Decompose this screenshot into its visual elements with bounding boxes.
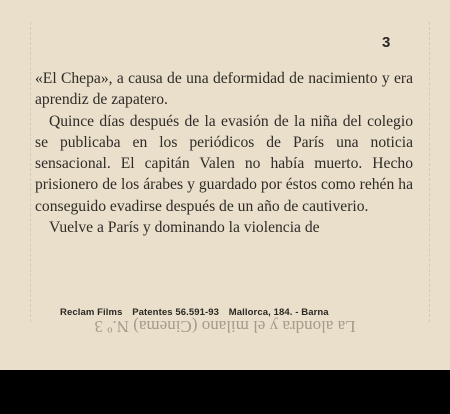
bleed-through-text: La alondra y el milano (Cinema) N.º 3 <box>94 317 356 336</box>
publisher-address: Mallorca, 184. - Barna <box>228 307 329 318</box>
paragraph-3: Vuelve a París y dominando la violencia de <box>49 219 320 237</box>
paragraph-1: «El Chepa», a causa de una deformidad de nacimiento y era aprendiz de zapatero. <box>35 70 413 109</box>
publisher-name: Reclam Films <box>60 307 123 318</box>
paragraph-2: Quince días después de la evasión de la niña del colegio se publicaba en los periódicos de París una noticia sensacional. El capitán Valen no había muerto. Hecho prisionero de los árabes y guardado por éstos como rehén ha conseguido evadirse después de un año de cautiverio. <box>35 112 413 215</box>
patent-number: Patentes 56.591-93 <box>132 307 220 318</box>
body-text <box>35 68 413 238</box>
bottom-black-bar <box>0 370 450 414</box>
page-number: 3 <box>382 34 391 51</box>
